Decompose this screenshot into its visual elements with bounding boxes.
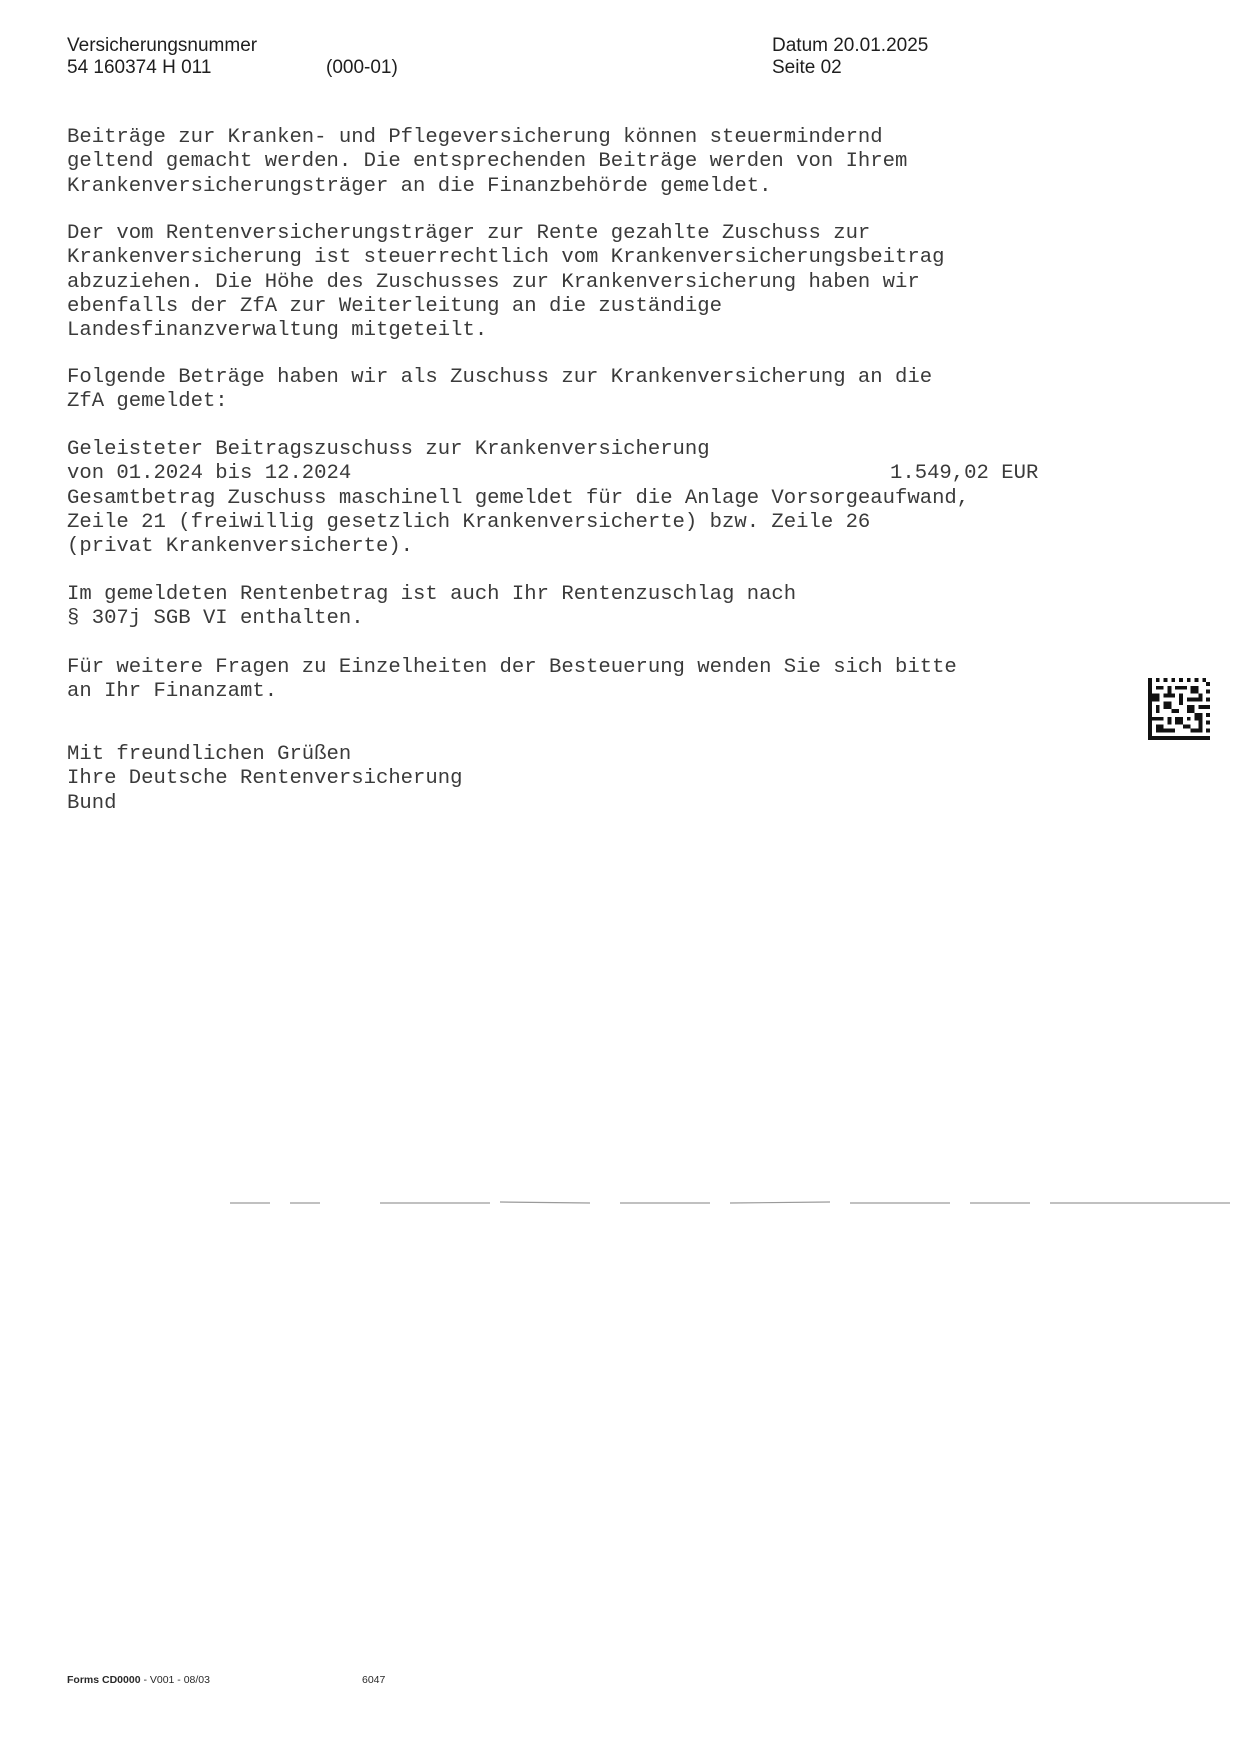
paragraph-further-questions: Für weitere Fragen zu Einzelheiten der Besteuerung wenden Sie sich bitte an Ihr Finanzamt. — [67, 656, 957, 704]
date-page-block — [772, 35, 928, 79]
paragraph-reported-amounts: Folgende Beträge haben wir als Zuschuss zur Krankenversicherung an die ZfA gemeldet: — [67, 366, 933, 414]
closing-signature: Mit freundlichen Grüßen Ihre Deutsche Rentenversicherung Bund — [67, 743, 463, 815]
page-number: Seite 02 — [772, 57, 842, 78]
scan-artifact-line — [230, 1200, 1230, 1206]
footer-code: 6047 — [362, 1674, 386, 1686]
insurance-number-label: Versicherungsnummer — [67, 35, 258, 56]
footer-form-label: Forms CD0000 — [67, 1674, 141, 1686]
reference-code: (000-01) — [326, 57, 398, 78]
document-date: Datum 20.01.2025 — [772, 35, 929, 56]
paragraph-pension-supplement: Im gemeldeten Rentenbetrag ist auch Ihr Rentenzuschlag nach § 307j SGB VI enthalten. — [67, 583, 797, 631]
footer-form-version: - V001 - 08/03 — [140, 1674, 210, 1686]
paragraph-subsidy-details: Geleisteter Beitragszuschuss zur Krankenversicherung von 01.2024 bis 12.2024 Gesamtbetrag Zuschuss maschinell gemeldet für die Anlage Vorsorgeaufwand, Zeile 21 (freiwillig gesetzlich Krankenversicherte) bzw. Zeile 26 (privat Krankenversicherte). — [67, 438, 970, 559]
paragraph-subsidy: Der vom Rentenversicherungsträger zur Rente gezahlte Zuschuss zur Krankenversicherung ist steuerrechtlich vom Krankenversicherungsbeitrag abzuziehen. Die Höhe des Zuschusses zur Krankenversicherung haben wir ebenfalls der ZfA zur Weiterleitung an die zuständige Landesfinanzverwaltung mitgeteilt. — [67, 222, 945, 343]
subsidy-amount: 1.549,02 EUR — [890, 462, 1039, 485]
footer-form-id — [67, 1674, 210, 1686]
paragraph-contributions: Beiträge zur Kranken- und Pflegeversicherung können steuermindernd geltend gemacht werden. Die entsprechenden Beiträge werden von Ihrem Krankenversicherungsträger an die Finanzbehörde gemeldet. — [67, 126, 908, 198]
insurance-number-block — [67, 35, 257, 79]
datamatrix-code — [1147, 678, 1211, 740]
insurance-number: 54 160374 H 011 — [67, 57, 212, 78]
